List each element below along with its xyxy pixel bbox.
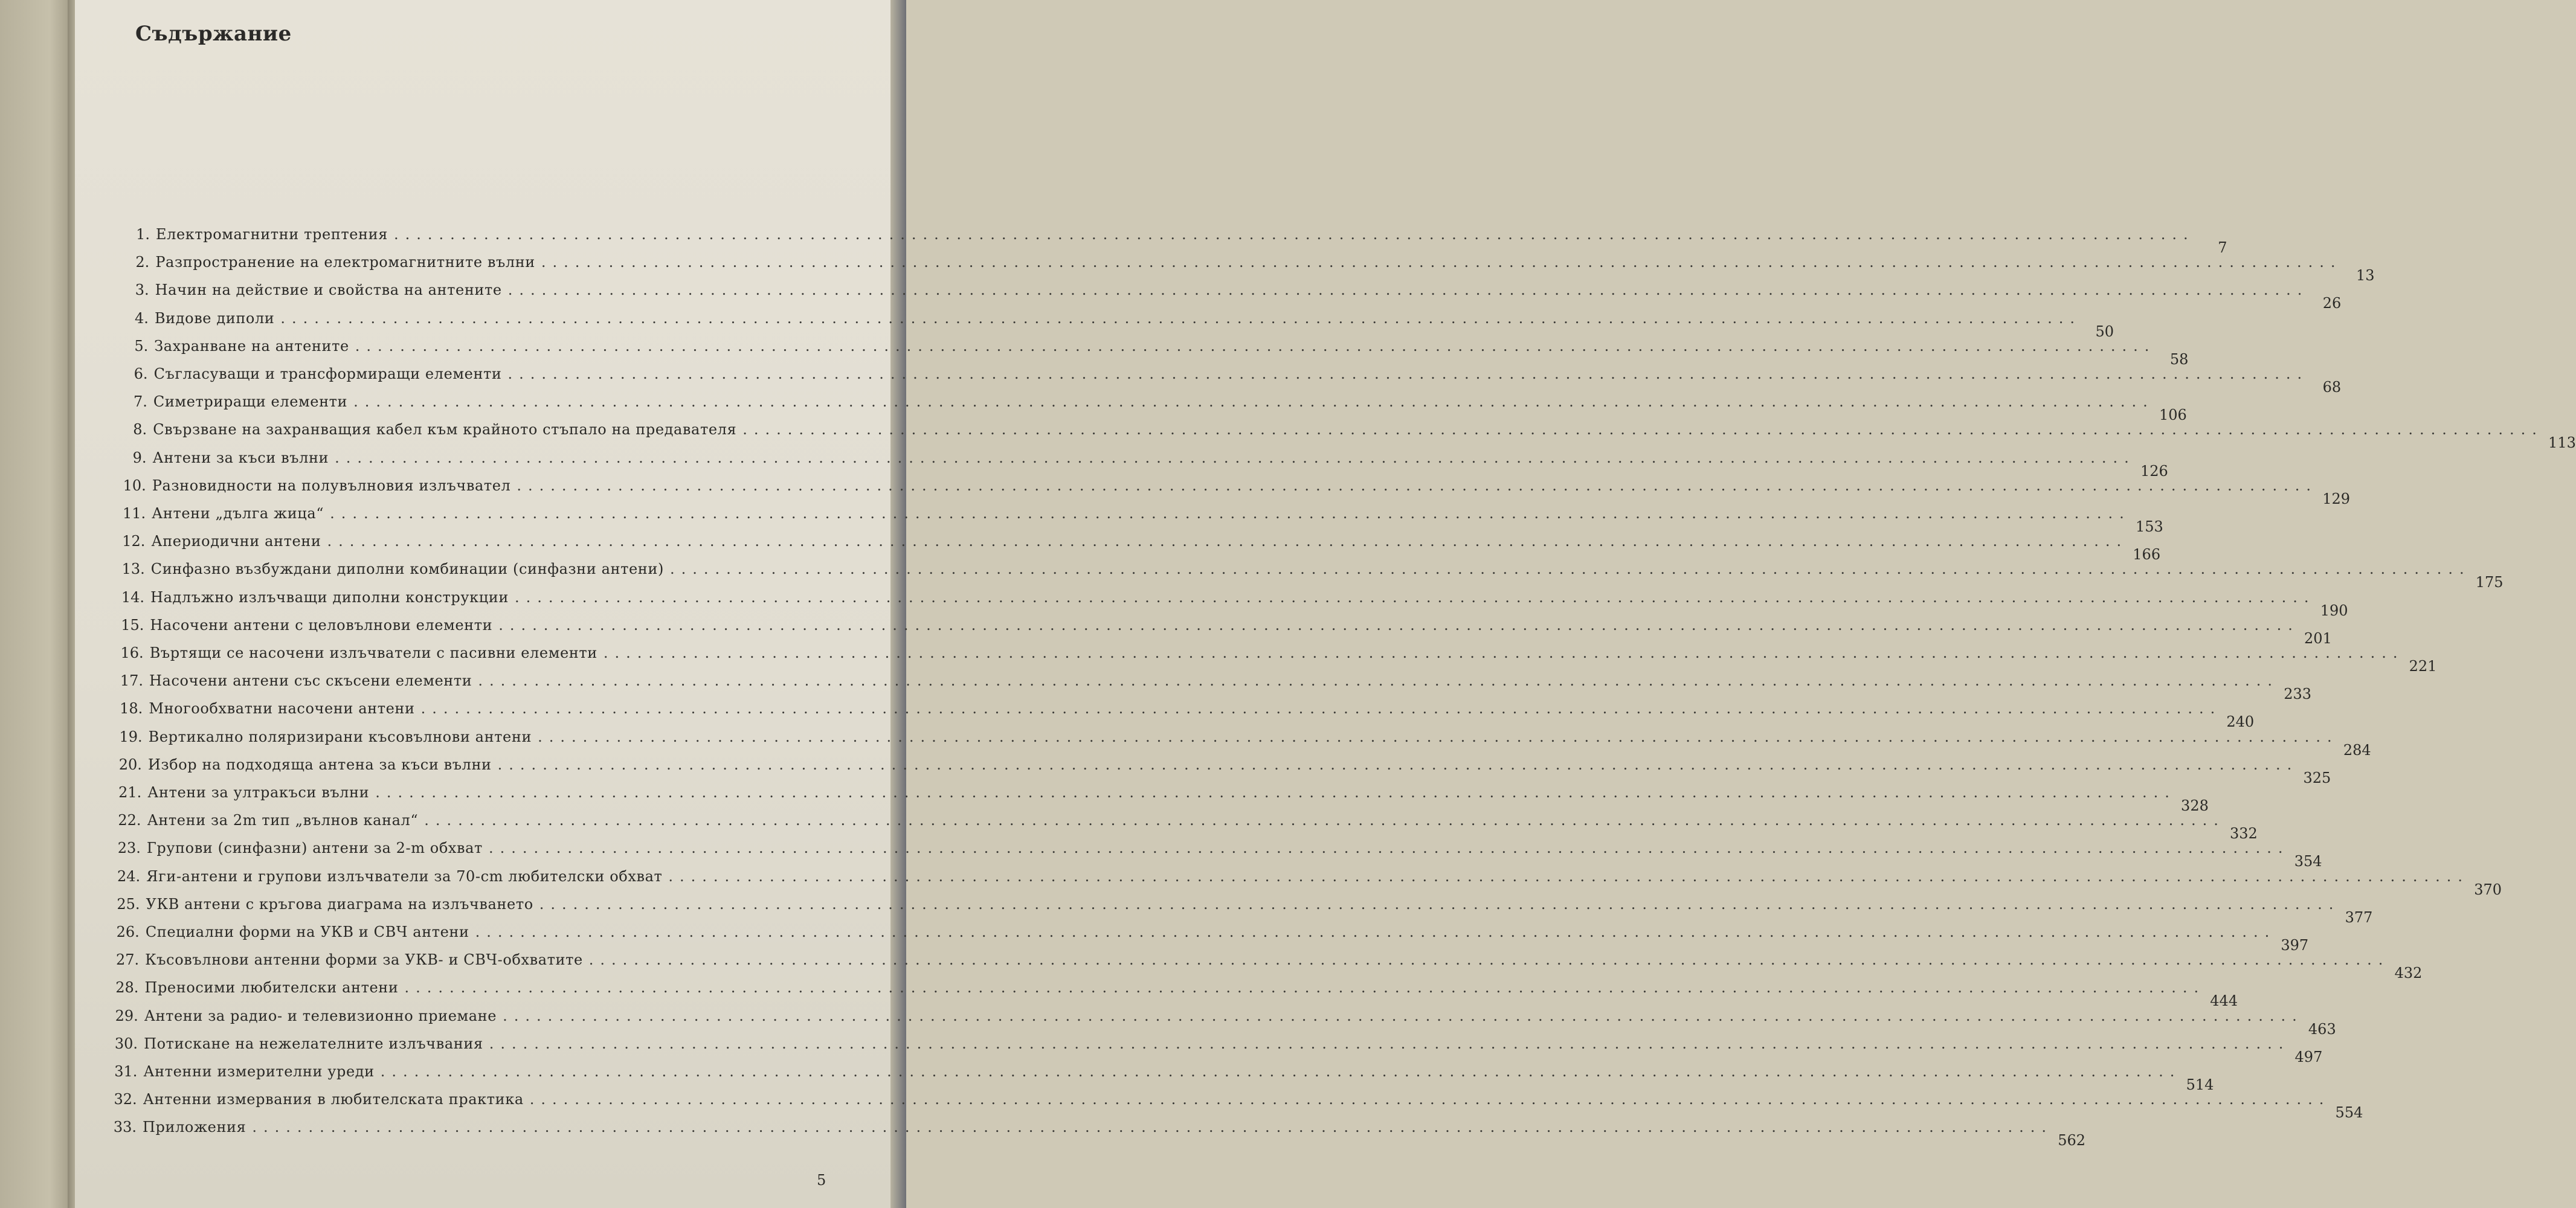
toc-entry	[120, 561, 2504, 591]
toc-entry-number: 4.	[135, 309, 149, 327]
toc-entry-number: 8.	[133, 421, 147, 439]
toc-entry	[121, 477, 2351, 507]
toc-leader-dots: ................................................................................................................................................................	[353, 393, 2154, 411]
toc-leader-dots: ................................................................................................................................................................	[330, 505, 2131, 522]
toc-leader-dots: ................................................................................................................................................................	[280, 309, 2082, 327]
toc-entry-title: Насочени антени с целовълнови елементи	[150, 616, 493, 634]
toc-entry	[115, 895, 2373, 926]
toc-entry-page: 328	[2181, 797, 2209, 814]
toc-entry-title: Въртящи се насочени излъчватели с пасивни елементи	[149, 644, 597, 661]
toc-leader-dots: ................................................................................................................................................................	[507, 281, 2309, 299]
toc-leader-dots: ................................................................................................................................................................	[541, 254, 2342, 271]
toc-entry-number: 25.	[117, 895, 140, 913]
toc-entry-title: Групови (синфазни) антени за 2-m обхват	[146, 840, 483, 857]
toc-entry-page: 444	[2210, 992, 2238, 1010]
toc-entry-number: 15.	[121, 616, 144, 634]
toc-leader-dots: ................................................................................................................................................................	[327, 533, 2128, 550]
toc-entry-page: 233	[2284, 686, 2312, 703]
toc-entry-number: 6.	[134, 365, 148, 382]
toc-leader-dots: ................................................................................................................................................................	[424, 812, 2225, 829]
toc-leader-dots: ................................................................................................................................................................	[514, 588, 2316, 606]
toc-entry-title: Надлъжно излъчващи диполни конструкции	[150, 588, 509, 606]
toc-entry-number: 14.	[121, 588, 145, 606]
toc-entry-page: 397	[2281, 937, 2309, 954]
toc-entry-title: Антени за радио- и телевизионно приемане	[144, 1007, 497, 1024]
toc-entry	[120, 505, 2163, 535]
toc-entry-number: 11.	[122, 505, 146, 522]
toc-entry-page: 190	[2320, 602, 2348, 619]
toc-entry	[117, 700, 2255, 731]
toc-entry-page: 221	[2409, 658, 2437, 675]
toc-entry-page: 68	[2322, 379, 2342, 396]
toc-entry-page: 113	[2548, 434, 2576, 452]
toc-entry-page: 370	[2474, 881, 2502, 898]
toc-leader-dots: ................................................................................................................................................................	[498, 616, 2299, 634]
toc-entry-page: 325	[2303, 769, 2331, 786]
toc-entry-number: 22.	[118, 812, 141, 829]
toc-entry-number: 29.	[115, 1007, 138, 1024]
toc-leader-dots: ................................................................................................................................................................	[497, 756, 2299, 773]
toc-entry-page: 240	[2226, 713, 2255, 731]
toc-entry-title: Електромагнитни трептения	[156, 226, 388, 243]
toc-entry-number: 12.	[122, 533, 146, 550]
toc-entry-page: 432	[2394, 965, 2423, 982]
toc-entry-number: 10.	[123, 477, 146, 494]
toc-entry-page: 554	[2335, 1104, 2363, 1122]
toc-leader-dots: ................................................................................................................................................................	[380, 1063, 2182, 1080]
toc-entry	[115, 867, 2502, 898]
toc-leader-dots: ................................................................................................................................................................	[538, 728, 2339, 745]
toc-leader-dots: ................................................................................................................................................................	[393, 226, 2195, 243]
toc-entry-title: Преносими любителски антени	[144, 979, 399, 997]
toc-entry-number: 16.	[120, 644, 144, 661]
toc-leader-dots: ................................................................................................................................................................	[355, 337, 2156, 355]
toc-entry-page: 332	[2230, 825, 2258, 843]
toc-leader-dots: ................................................................................................................................................................	[420, 700, 2222, 718]
toc-entry-number: 20.	[118, 756, 142, 773]
toc-entry-number: 9.	[132, 449, 147, 466]
toc-entry	[124, 226, 2227, 256]
toc-entry	[116, 812, 2258, 843]
toc-entry-page: 129	[2322, 490, 2351, 507]
toc-entry-number: 7.	[133, 393, 147, 411]
toc-entry	[114, 951, 2423, 982]
toc-entry-page: 284	[2343, 741, 2371, 759]
toc-entry-title: УКВ антени с кръгова диаграма на излъчването	[146, 895, 533, 913]
toc-entry-page: 175	[2475, 574, 2504, 591]
toc-leader-dots: ................................................................................................................................................................	[507, 365, 2309, 382]
toc-entry-title: Разпространение на електромагнитните вълни	[155, 254, 535, 271]
toc-entry	[115, 840, 2322, 870]
toc-entry	[123, 309, 2114, 340]
toc-entry-number: 26.	[116, 924, 140, 940]
toc-entry	[116, 784, 2209, 814]
toc-entry-page: 354	[2294, 853, 2322, 870]
toc-entry	[120, 533, 2161, 564]
toc-entry-page: 7	[2218, 239, 2227, 256]
toc-leader-dots: ................................................................................................................................................................	[404, 979, 2206, 997]
toc-entry-number: 23.	[117, 840, 141, 857]
toc-entry-title: Късовълнови антенни форми за УКВ- и СВЧ-обхватите	[145, 951, 583, 969]
toc-entry-page: 166	[2133, 546, 2161, 564]
toc-entry-number: 13.	[121, 561, 145, 578]
toc-entry-title: Вертикално поляризирани късовълнови антени	[148, 728, 532, 745]
toc-entry-title: Потискане на нежелателните излъчвания	[144, 1035, 483, 1052]
toc-leader-dots: ................................................................................................................................................................	[669, 561, 2471, 578]
toc-entry-title: Захранване на антените	[154, 337, 349, 355]
toc-leader-dots: ................................................................................................................................................................	[529, 1091, 2331, 1108]
toc-entry-number: 17.	[120, 672, 143, 690]
toc-entry	[117, 756, 2331, 786]
toc-entry-number: 19.	[119, 728, 143, 745]
toc-leader-dots: ................................................................................................................................................................	[478, 672, 2279, 690]
toc-entry-page: 201	[2304, 629, 2332, 647]
toc-entry-page: 50	[2095, 323, 2114, 340]
toc-entry-title: Антенни измерителни уреди	[143, 1063, 375, 1080]
toc-entry	[124, 254, 2375, 284]
toc-entry-number: 18.	[120, 700, 143, 718]
toc-entry-page: 377	[2345, 908, 2373, 926]
toc-entry-page: 514	[2186, 1076, 2214, 1093]
toc-leader-dots: ................................................................................................................................................................	[335, 449, 2136, 466]
toc-entry-number: 24.	[117, 867, 141, 885]
toc-entry	[118, 644, 2437, 675]
toc-entry-number: 3.	[135, 281, 149, 299]
toc-entry-number: 27.	[115, 951, 140, 969]
toc-entry-number: 33.	[113, 1119, 137, 1136]
toc-leader-dots: ................................................................................................................................................................	[668, 867, 2470, 885]
toc-leader-dots: ................................................................................................................................................................	[475, 924, 2276, 940]
toc-entry-title: Разновидности на полувълновия излъчвател	[152, 477, 511, 494]
toc-entry-title: Яги-антени и групови излъчватели за 70-cm любителски обхват	[146, 867, 663, 885]
toc-leader-dots: ................................................................................................................................................................	[488, 840, 2290, 857]
toc-entry	[123, 337, 2189, 368]
toc-entry-page: 126	[2140, 462, 2168, 480]
toc-entry-title: Приложения	[143, 1119, 246, 1136]
toc-entry-number: 1.	[136, 226, 150, 243]
toc-leader-dots: ................................................................................................................................................................	[503, 1007, 2304, 1024]
toc-entry-number: 5.	[134, 337, 149, 355]
toc-entry-page: 153	[2135, 518, 2163, 535]
toc-entry	[113, 1007, 2336, 1038]
toc-entry	[112, 1091, 2363, 1122]
toc-entry-title: Избор на подходяща антена за къси вълни	[147, 756, 492, 773]
toc-entry-number: 32.	[114, 1091, 137, 1108]
toc-entry	[124, 281, 2342, 312]
toc-entry-page: 58	[2169, 350, 2189, 368]
toc-entry-title: Антени „дълга жица“	[152, 505, 324, 522]
toc-entry	[119, 588, 2348, 619]
toc-entry-page: 26	[2322, 295, 2342, 312]
toc-leader-dots: ................................................................................................................................................................	[489, 1035, 2290, 1052]
toc-entry	[123, 365, 2342, 396]
toc-entry-number: 21.	[118, 784, 142, 801]
toc-entry-title: Свързване на захранващия кабел към крайното стъпало на предавателя	[153, 421, 737, 439]
toc-entry-title: Специални форми на УКВ и СВЧ антени	[145, 924, 469, 940]
toc-leader-dots: ................................................................................................................................................................	[517, 477, 2318, 494]
toc-leader-dots: ................................................................................................................................................................	[252, 1119, 2053, 1136]
toc-leader-dots: ................................................................................................................................................................	[375, 784, 2176, 801]
toc-leader-dots: ................................................................................................................................................................	[742, 421, 2543, 439]
toc-entry-title: Антени за 2m тип „вълнов канал“	[147, 812, 419, 829]
toc-entry	[117, 728, 2371, 759]
toc-entry	[111, 1119, 2086, 1149]
toc-leader-dots: ................................................................................................................................................................	[603, 644, 2404, 661]
toc-entry-page: 463	[2308, 1020, 2336, 1038]
toc-entry-number: 28.	[115, 979, 139, 997]
toc-leader-dots: ................................................................................................................................................................	[539, 895, 2340, 913]
toc-entry	[118, 672, 2312, 703]
toc-entry-page: 497	[2294, 1048, 2323, 1065]
toc-entry	[112, 1035, 2323, 1065]
toc-entry-title: Симетриращи елементи	[153, 393, 348, 411]
toc-entry-title: Многообхватни насочени антени	[149, 700, 415, 718]
page-title: Съдържание	[135, 22, 292, 46]
toc-entry	[118, 616, 2332, 647]
toc-entry-title: Начин на действие и свойства на антените	[155, 281, 502, 299]
toc-entry	[114, 924, 2309, 954]
toc-entry-title: Съгласуващи и трансформиращи елементи	[153, 365, 502, 382]
toc-entry	[121, 421, 2576, 452]
toc-entry-page: 13	[2355, 267, 2375, 284]
toc-entry-page: 562	[2058, 1132, 2086, 1149]
toc-entry-page: 106	[2159, 406, 2187, 424]
toc-entry-title: Насочени антени със скъсени елементи	[149, 672, 472, 690]
toc-entry-title: Апериодични антени	[151, 533, 321, 550]
toc-entry	[113, 979, 2238, 1010]
toc-leader-dots: ................................................................................................................................................................	[588, 951, 2390, 969]
toc-entry	[112, 1063, 2214, 1093]
toc-entry-title: Антени за къси вълни	[152, 449, 329, 466]
toc-entry	[122, 393, 2187, 424]
page-number: 5	[817, 1172, 826, 1189]
toc-entry-title: Антени за ултракъси вълни	[147, 784, 370, 801]
toc-entry	[121, 449, 2168, 480]
toc-entry-title: Видове диполи	[154, 309, 275, 327]
toc-entry-number: 2.	[135, 254, 150, 271]
toc-entry-number: 30.	[114, 1035, 138, 1052]
toc-entry-number: 31.	[114, 1063, 138, 1080]
toc-entry-title: Синфазно възбуждани диполни комбинации (синфазни антени)	[150, 561, 664, 578]
toc-entry-title: Антенни измервания в любителската практика	[143, 1091, 524, 1108]
